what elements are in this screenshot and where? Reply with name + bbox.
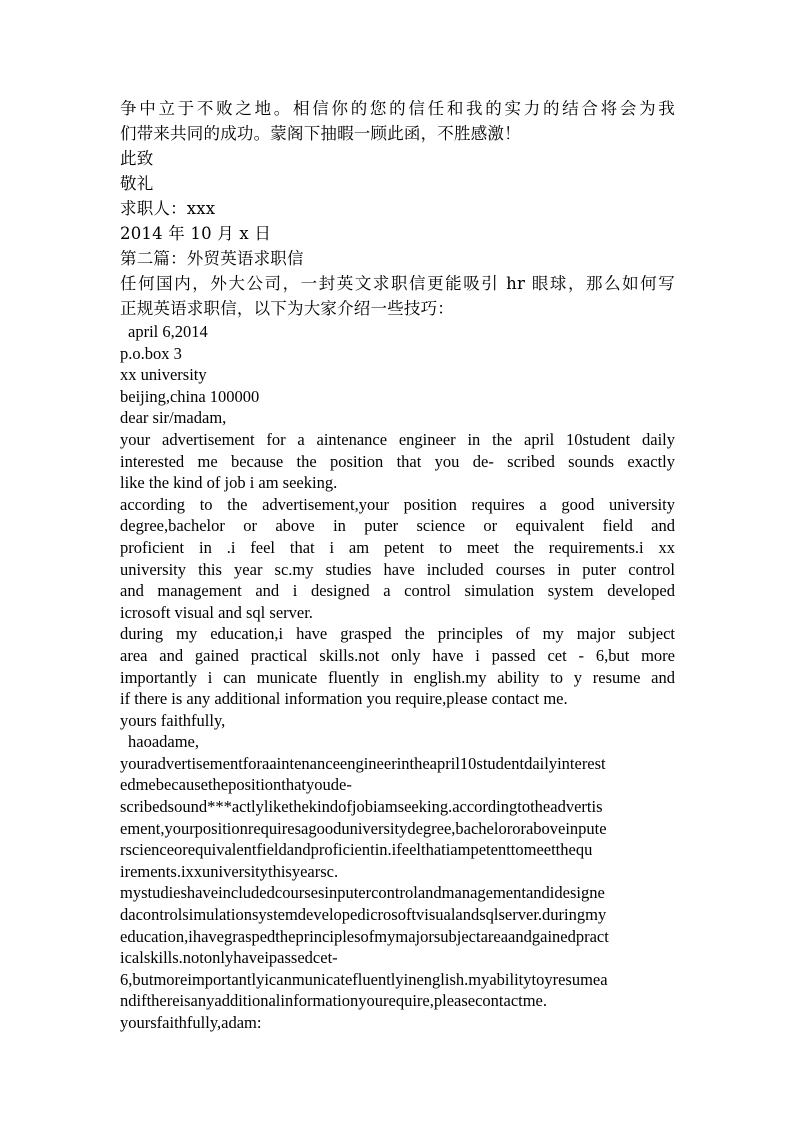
letter-signature <box>120 731 675 753</box>
text-line: scribedsound***actlylikethekindofjobiamseeking.accordingtotheadvertis <box>120 797 603 817</box>
body-paragraph-1 <box>120 429 675 494</box>
letter-city <box>120 386 675 408</box>
text-line: 求职人：xxx <box>120 199 216 218</box>
text-line: youradvertisementforaaintenanceengineerintheapril10studentdailyinterest <box>120 753 606 773</box>
text-line: xx university <box>120 365 207 385</box>
salute-cizhi <box>120 146 675 171</box>
text-line: education,ihavegraspedtheprinciplesofmymajorsubjectareaandgainedpract <box>120 926 609 946</box>
text-line: proficient in .i feel that i am petent to meet the requirements.i xx <box>120 537 675 557</box>
text-line: 6,butmoreimportantlyicanmunicatefluentlyinenglish.myabilitytoyresumea <box>120 969 608 989</box>
compressed-letter-block <box>120 753 675 1034</box>
salute-jingli <box>120 171 675 196</box>
text-line: area and gained practical skills.not only have i passed cet - 6,but more <box>120 645 675 665</box>
text-line: haoadame, <box>128 732 200 752</box>
text-line: icrosoft visual and sql server. <box>120 602 313 622</box>
text-line: 争中立于不败之地。相信你的您的信任和我的实力的结合将会为我 <box>120 99 675 118</box>
section-heading <box>120 246 675 271</box>
text-line: ndifthereisanyadditionalinformationyourequire,pleasecontactme. <box>120 991 548 1011</box>
text-line: april 6,2014 <box>128 322 208 341</box>
text-line: 2014 年 10 月 x 日 <box>120 224 272 243</box>
text-line: degree,bachelor or above in puter science or equivalent field and <box>120 516 675 536</box>
text-line: university this year sc.my studies have included courses in puter control <box>120 559 675 579</box>
text-line: importantly i can municate fluently in english.my ability to y resume and <box>120 667 675 687</box>
text-line: mystudieshaveincludedcoursesinputercontrolandmanagementandidesigne <box>120 883 605 903</box>
text-line: 正规英语求职信，以下为大家介绍一些技巧： <box>120 299 454 318</box>
letter-date-cn <box>120 221 675 246</box>
text-line: yoursfaithfully,adam: <box>120 1013 262 1032</box>
text-line: and management and i designed a control simulation system developed <box>120 581 675 601</box>
text-line: edmebecausethepositionthatyoude- <box>120 775 352 795</box>
text-line: like the kind of job i am seeking. <box>120 473 338 493</box>
letter-pobox <box>120 343 675 365</box>
text-line: ement,yourpositionrequiresagooduniversitydegree,bachelororaboveinpute <box>120 818 607 838</box>
text-line: beijing,china 100000 <box>120 386 260 406</box>
text-line: 敬礼 <box>120 174 154 193</box>
text-line: rscienceorequivalentfieldandproficientin.ifeelthatiampetenttomeetthequ <box>120 840 593 860</box>
closing-paragraph-cn <box>120 96 675 146</box>
letter-closing <box>120 710 675 732</box>
letter-university <box>120 364 675 386</box>
document-body <box>120 96 675 1034</box>
body-paragraph-2 <box>120 494 675 624</box>
text-line: during my education,i have grasped the principles of my major subject <box>120 624 675 644</box>
text-line: interested me because the position that you de- scribed sounds exactly <box>120 451 675 471</box>
letter-salutation <box>120 407 675 429</box>
text-line: if there is any additional information you require,please contact me. <box>120 689 568 709</box>
text-line: irements.ixxuniversitythisyearsc. <box>120 861 339 881</box>
text-line: 任何国内，外大公司，一封英文求职信更能吸引 hr 眼球，那么如何写 <box>120 274 675 293</box>
text-line: according to the advertisement,your position requires a good university <box>120 494 675 514</box>
text-line: yours faithfully, <box>120 710 226 730</box>
body-paragraph-3 <box>120 623 675 709</box>
text-line: your advertisement for a aintenance engineer in the april 10student daily <box>120 429 675 449</box>
text-line: dacontrolsimulationsystemdevelopedicrosoftvisualandsqlserver.duringmy <box>120 905 607 925</box>
intro-paragraph-cn <box>120 271 675 321</box>
text-line: 们带来共同的成功。蒙阁下抽暇一顾此函，不胜感激！ <box>120 124 521 143</box>
text-line: icalskills.notonlyhaveipassedcet- <box>120 948 338 968</box>
text-line: p.o.box 3 <box>120 343 182 363</box>
applicant-name <box>120 196 675 221</box>
letter-date <box>120 321 675 343</box>
text-line: 此致 <box>120 149 154 168</box>
text-line: dear sir/madam, <box>120 408 227 428</box>
text-line: 第二篇：外贸英语求职信 <box>120 249 304 268</box>
